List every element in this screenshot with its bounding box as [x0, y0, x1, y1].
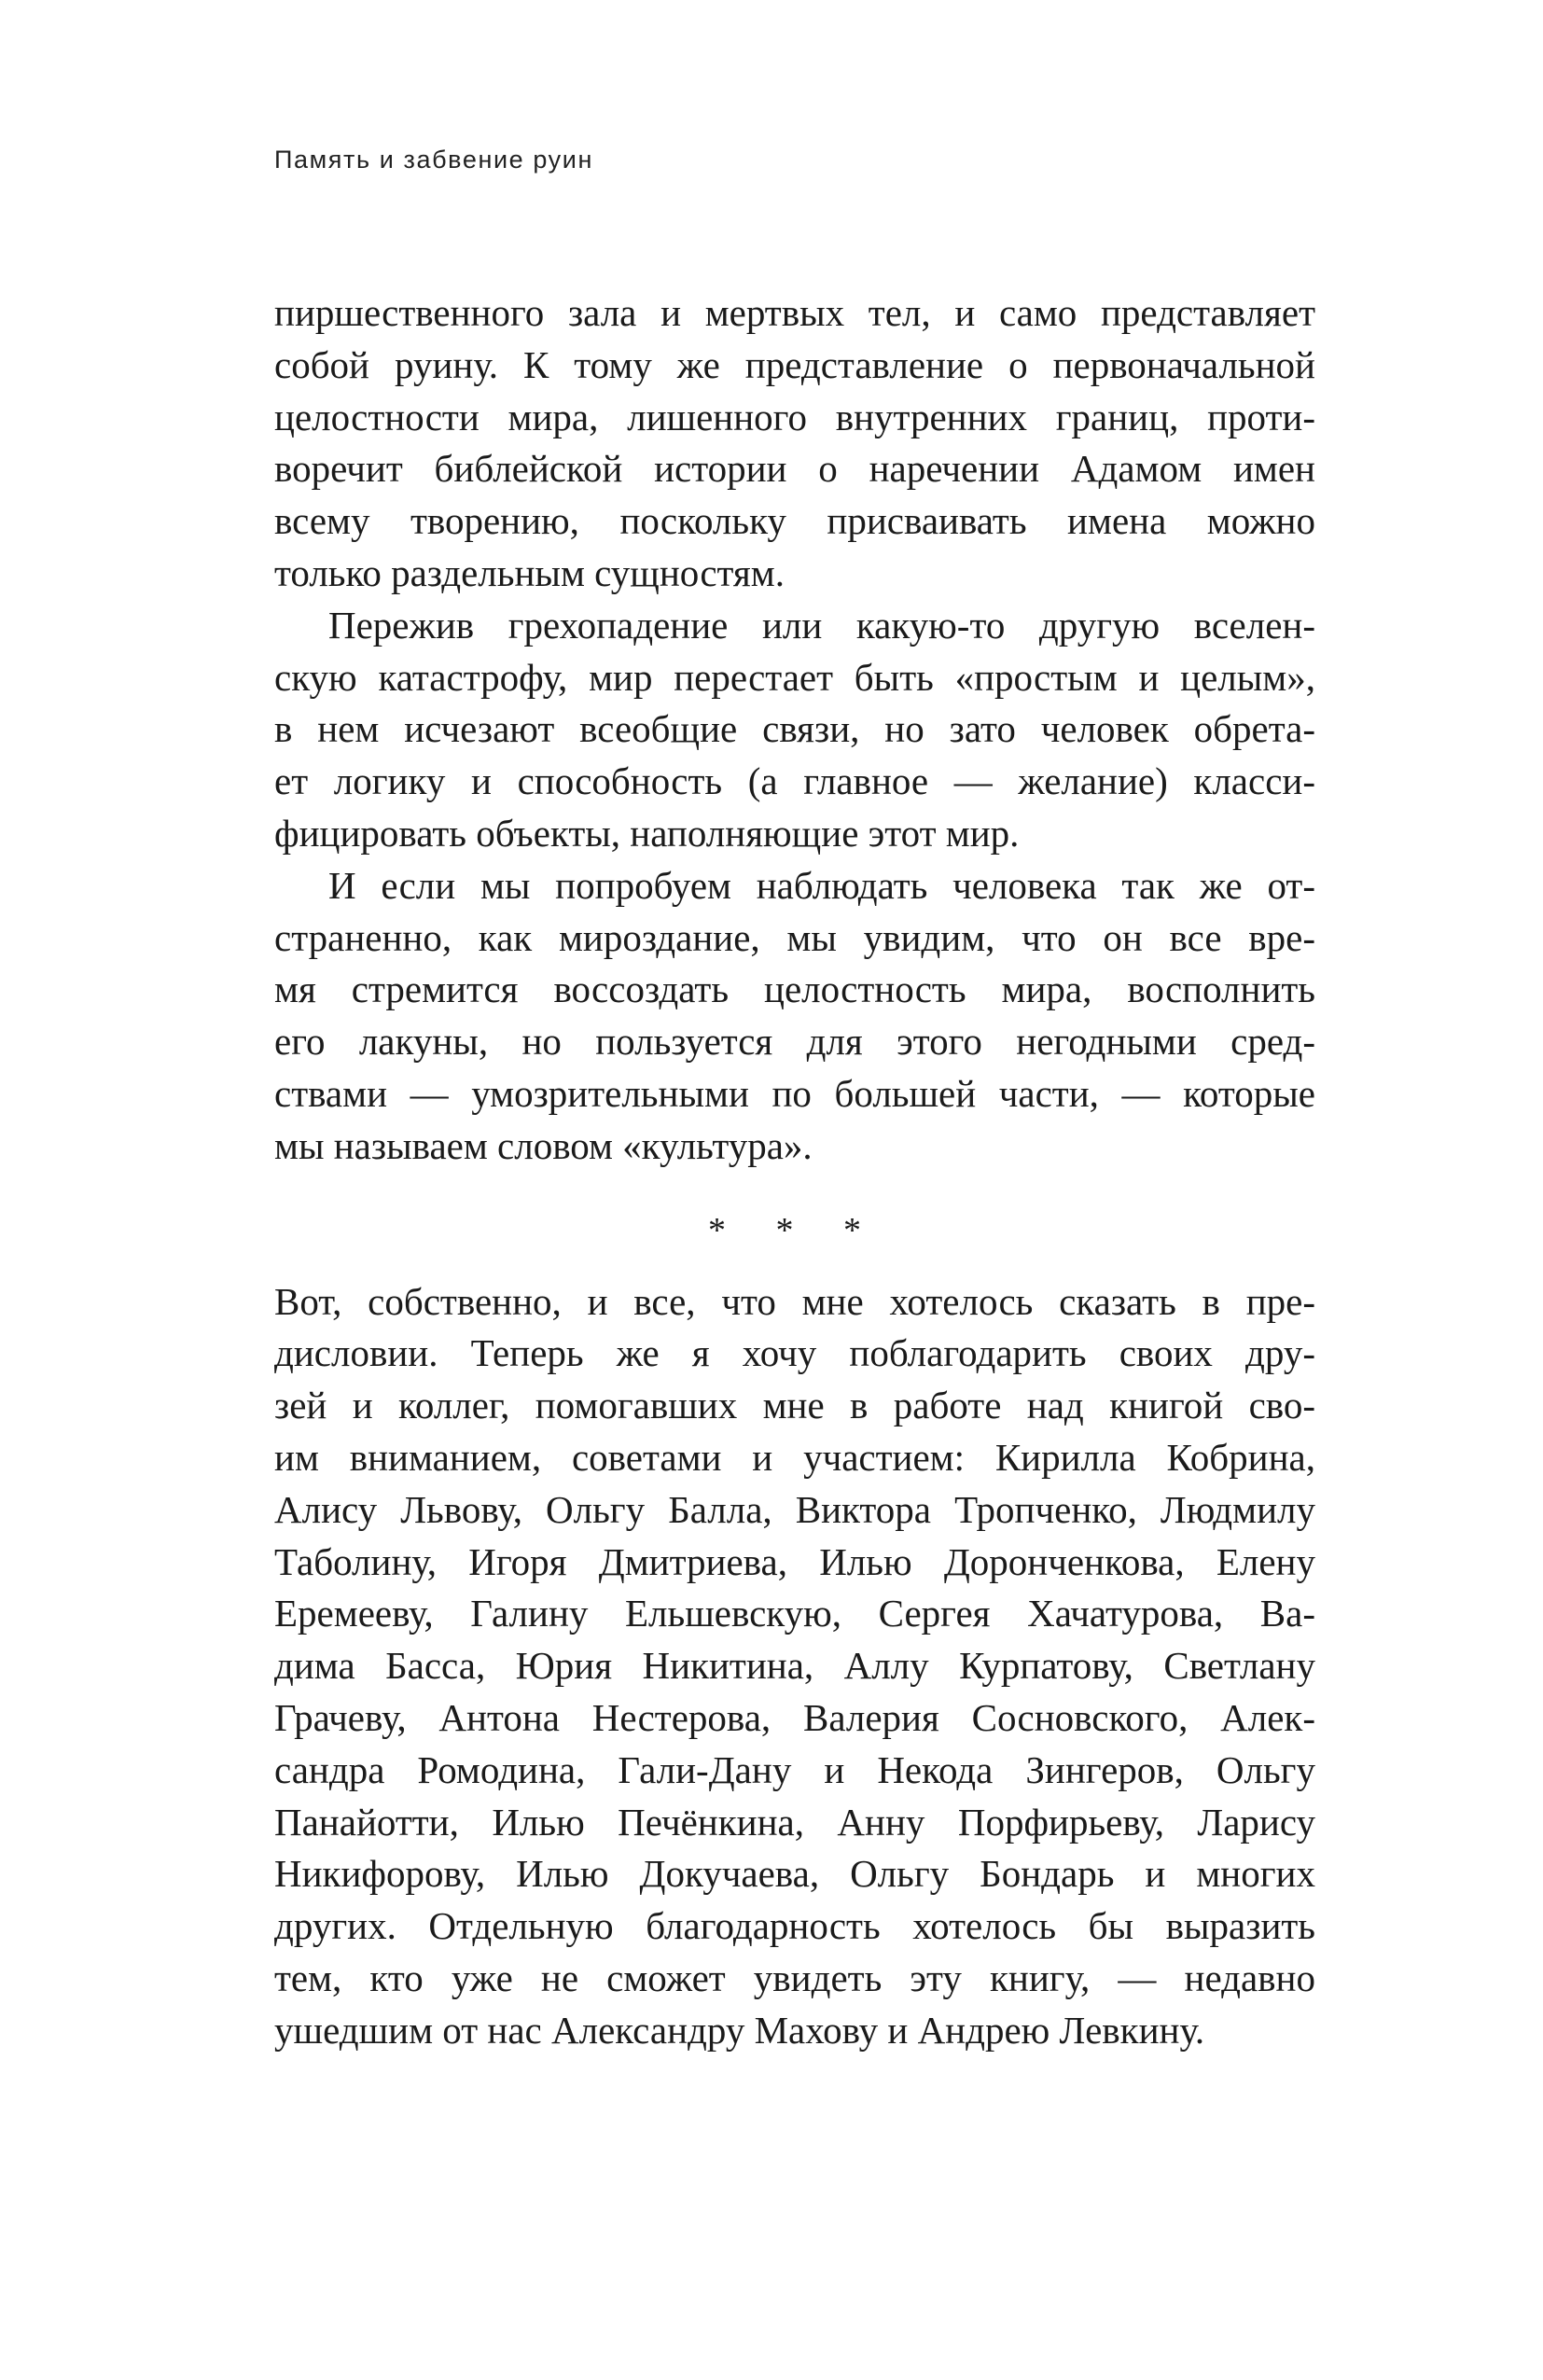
text-line: Пережив грехопадение или какую-то другую вселен- [328, 603, 1315, 647]
text-line: ствами — умозрительными по большей части, — которые [274, 1071, 1315, 1115]
text-line: других. Отдельную благодарность хотелось бы выразить [274, 1904, 1315, 1948]
text-line: ушедшим от нас Александру Махову и Андрею Левкину. [274, 2008, 1205, 2052]
text-line: мы называем словом «культура». [274, 1123, 813, 1167]
paragraph [274, 600, 1315, 860]
section-after [274, 1276, 1315, 2057]
paragraph [274, 860, 1315, 1173]
text-line: Панайотти, Илью Печёнкина, Анну Порфирьеву, Ларису [274, 1800, 1315, 1844]
text-line: И если мы попробуем наблюдать человека так же от- [328, 863, 1315, 907]
text-line: зей и коллег, помогавших мне в работе над книгой сво- [274, 1384, 1315, 1427]
text-line: дисловии. Теперь же я хочу поблагодарить своих дру- [274, 1331, 1315, 1375]
text-line: дима Басса, Юрия Никитина, Аллу Курпатову, Светлану [274, 1644, 1315, 1688]
section-separator: * * * [708, 1210, 882, 1250]
text-line: Никифорову, Илью Докучаева, Ольгу Бондарь и многих [274, 1852, 1315, 1896]
text-line: всему творению, поскольку присваивать имена можно [274, 499, 1315, 543]
section-before [274, 287, 1315, 1173]
text-line: сандра Ромодина, Гали-Дану и Некода Зингеров, Ольгу [274, 1747, 1315, 1791]
text-line: Грачеву, Антона Нестерова, Валерия Сосновского, Алек- [274, 1695, 1315, 1739]
text-line: пиршественного зала и мертвых тел, и само представляет [274, 291, 1315, 334]
text-line: тем, кто уже не сможет увидеть эту книгу, — недавно [274, 1955, 1315, 1999]
text-line: мя стремится воссоздать целостность мира, восполнить [274, 967, 1315, 1011]
running-head: Память и забвение руин [274, 146, 593, 174]
text-line: целостности мира, лишенного внутренних границ, проти- [274, 395, 1315, 438]
text-line: только раздельным сущностям. [274, 550, 785, 594]
text-line: скую катастрофу, мир перестает быть «простым и целым», [274, 655, 1315, 699]
text-line: Таболину, Игоря Дмитриева, Илью Доронченкова, Елену [274, 1539, 1315, 1583]
text-line: Вот, собственно, и все, что мне хотелось сказать в пре- [274, 1279, 1315, 1323]
text-line: фицировать объекты, наполняющие этот мир. [274, 811, 1020, 855]
text-line: воречит библейской истории о наречении Адамом имен [274, 447, 1315, 491]
text-line: им вниманием, советами и участием: Кирилла Кобрина, [274, 1435, 1315, 1479]
text-line: в нем исчезают всеобщие связи, но зато человек обрета- [274, 707, 1315, 751]
paragraph [274, 1276, 1315, 2057]
text-line: ет логику и способность (а главное — желание) класси- [274, 759, 1315, 803]
paragraph [274, 287, 1315, 600]
text-line: Еремееву, Галину Ельшевскую, Сергея Хачатурова, Ва- [274, 1592, 1315, 1635]
text-line: Алису Львову, Ольгу Балла, Виктора Тропченко, Людмилу [274, 1487, 1315, 1531]
page-body [274, 287, 1315, 2057]
text-line: его лакуны, но пользуется для этого негодными сред- [274, 1020, 1315, 1064]
text-line: страненно, как мироздание, мы увидим, что он все вре- [274, 915, 1315, 959]
text-line: собой руину. К тому же представление о первоначальной [274, 342, 1315, 386]
